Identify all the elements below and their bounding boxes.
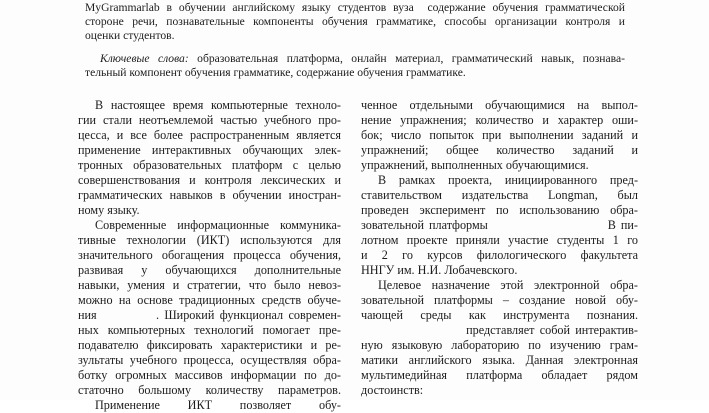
text-line: В настоящее время компьютерные техноло-	[95, 98, 341, 112]
text-line: подавателю фиксировать характеристики и ре-	[78, 338, 341, 352]
text-line: грамматических навыков в обучении иностран-	[78, 188, 341, 202]
text-line: статочно большому количеству параметров.	[78, 383, 341, 397]
text-line: совершенствования и контроля лексических и	[78, 173, 341, 187]
text-line: нение упражнения; количество и характер оши-	[361, 113, 638, 127]
text-line: ную языковую лабораторию по изучению грам-	[361, 338, 638, 352]
text-line: ботку огромных массивов информации по до-	[78, 368, 341, 382]
text-line: цесса, и все более распространенным является	[78, 128, 341, 142]
text-line: зовательной платформы – создание новой обу-	[361, 293, 638, 307]
text-line: мультимедийная платформа обладает рядом	[361, 368, 638, 382]
text-line: матики английского языка. Данная электронная	[361, 353, 638, 367]
keywords-line: тельный компонент обучения грамматике, содержание обучения грамматике.	[85, 66, 466, 80]
abstract-continuation	[85, 1, 625, 44]
text-line: ННГУ им. Н.И. Лобачевского.	[361, 263, 518, 277]
text-line: тронных образовательных платформ с целью	[78, 158, 341, 172]
text-line: можно на основе традиционных средств обуче-	[78, 293, 341, 307]
text-line: ния . Широкий функционал современ-	[78, 308, 341, 322]
text-line: и 2 го курсов филологического факультета	[361, 248, 638, 262]
text-line: упражнений, выполненных обучающимися.	[361, 158, 589, 172]
text-line: значительного обогащения процесса обучения,	[78, 248, 341, 262]
text-line: представляет собой интерактив-	[361, 323, 638, 337]
text-line: тивные технологии (ИКТ) используются для	[78, 233, 341, 247]
text-line: проведен эксперимент по использованию обра-	[361, 203, 638, 217]
text-line: ных компьютерных технологий помогает пре-	[78, 323, 341, 337]
keywords-label: Ключевые слова:	[100, 52, 189, 65]
left-text-column	[78, 98, 341, 413]
text-line: лотном проекте приняли участие студенты 1 го	[361, 233, 638, 247]
text-line: развивая у обучающихся дополнительные	[78, 263, 341, 277]
text-line: Современные информационные коммуника-	[95, 218, 341, 232]
text-line: ченное отдельными обучающимися на выпол-	[361, 98, 638, 112]
keywords-line	[85, 52, 625, 66]
text-line: Применение ИКТ позволяет обу-	[95, 398, 341, 412]
text-line: применение интерактивных обучающих элек-	[78, 143, 341, 157]
right-text-column	[361, 98, 638, 398]
text-line: В рамках проекта, инициированного пред-	[378, 173, 638, 187]
text-line: бок; число попыток при выполнении заданий и	[361, 128, 638, 142]
text-line: MyGrammarlab в обучении английскому языку студентов вуза содержание обучения грамматической	[85, 1, 625, 14]
text-line: чающей среды как инструмента познания.	[361, 308, 638, 322]
keywords-text: образовательная платформа, онлайн материал, грамматический навык, познава-	[188, 52, 625, 65]
text-line: гии стали неотъемлемой частью учебного про-	[78, 113, 341, 127]
text-line: зультаты учебного процесса, осуществляя обра-	[78, 353, 341, 367]
text-line: ному языку.	[78, 203, 140, 217]
keywords-block	[85, 52, 625, 80]
text-line: навыки, умения и стратегии, что было невоз-	[78, 278, 341, 292]
text-line: зовательной платформы В пи-	[361, 218, 638, 232]
text-line: Целевое назначение этой электронной обра-	[378, 278, 638, 292]
text-line: стороне речи, познавательные компоненты обучения грамматике, способы организации контроля и	[85, 15, 625, 29]
text-line: достоинств:	[361, 383, 424, 397]
text-line: оценки студентов.	[85, 29, 175, 43]
text-line: ставительством издательства Longman, был	[361, 188, 638, 202]
text-line: упражнений; общее количество заданий и	[361, 143, 638, 157]
